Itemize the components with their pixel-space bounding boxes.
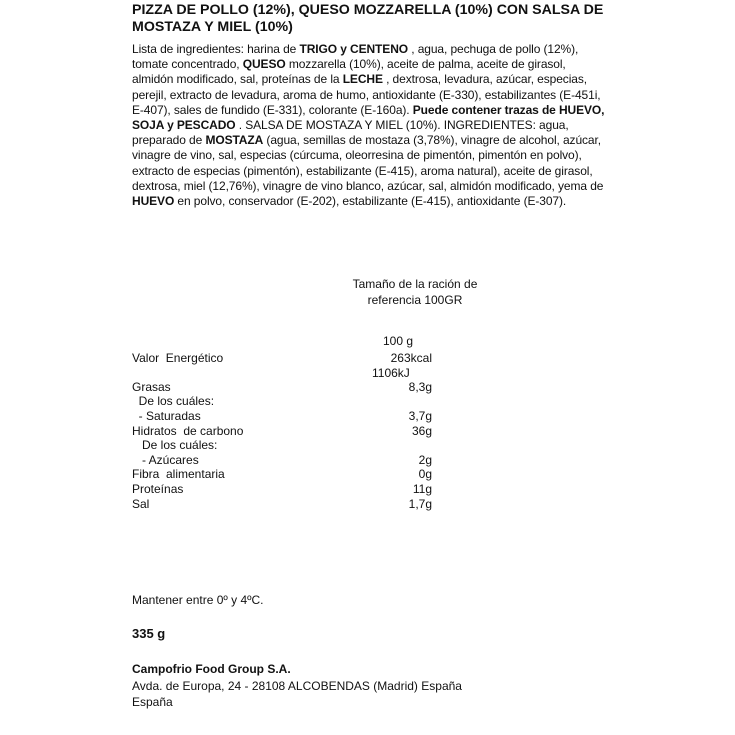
nutrient-value: 0g [418,467,432,481]
nutrient-value: 263kcal [390,351,432,365]
ingredient-text: en polvo, conservador (E-202), estabilizante (E-415), antioxidante (E-307). [174,194,567,209]
manufacturer-address: Avda. de Europa, 24 - 28108 ALCOBENDAS (Madrid) España [132,679,462,693]
allergen-text: MOSTAZA [205,133,264,148]
ingredient-text: , agua, pechuga de pollo (12%), tomate concentrado, [132,42,579,72]
nutrition-row [132,394,432,409]
product-label [120,0,615,735]
nutrient-label: Grasas [132,380,171,394]
nutrient-label: Hidratos de carbono [132,424,244,438]
ingredient-text: mozzarella (10%), aceite de palma, aceite de girasol, almidón modificado, sal, proteínas de la [132,57,566,87]
allergen-text: TRIGO y CENTENO [299,42,408,56]
allergen-text: Puede contener trazas de HUEVO, SOJA y PESCADO [132,102,605,133]
nutrient-label: - Saturadas [132,409,201,423]
nutrient-label: - Azúcares [132,453,199,467]
nutrient-value: 11g [412,482,432,496]
ingredient-text: Lista de ingredientes: harina de [132,42,300,56]
allergen-text: LECHE [342,72,383,87]
product-title: PIZZA DE POLLO (12%), QUESO MOZZARELLA (10%) CON SALSA DE MOSTAZA Y MIEL (10%) [132,2,604,35]
column-header: 100 g [383,334,414,348]
ingredient-text: . SALSA DE MOSTAZA Y MIEL (10%). INGREDIENTES: agua, preparado de [132,118,569,148]
storage-instructions: Mantener entre 0º y 4ºC. [132,593,264,607]
nutrition-row [132,453,432,468]
allergen-text: QUESO [242,57,286,72]
nutrient-value: 2g [418,453,432,467]
nutrient-value: 36g [411,424,432,438]
nutrient-label: Sal [132,497,150,511]
nutrient-value: 1,7g [408,497,432,511]
net-weight: 335 g [132,626,166,641]
nutrition-row [132,497,432,512]
nutrition-row [132,351,432,366]
nutrition-row [132,482,432,497]
nutrient-label: Valor Energético [132,351,224,365]
nutrient-label: Fibra alimentaria [132,467,225,481]
ingredient-text: (agua, semillas de mostaza (3,78%), vinagre de alcohol, azúcar, vinagre de vino, sal, especias (cúrcuma, oleorresina de pimentón, pimentón en polvo), extracto de especias (pimentón), estabilizante (E-415), aroma natural), aceite de girasol, dextrosa, miel (12,76%), vinagre de vino blanco, azúcar, sal, almidón modificado, yema de [132,133,604,193]
nutrition-row [132,467,432,482]
ingredients-list [132,42,610,209]
nutrient-value: 8,3g [408,380,432,394]
nutrient-value: 3,7g [408,409,432,423]
ingredient-text: , dextrosa, levadura, azúcar, especias, perejil, extracto de levadura, aroma de humo, antioxidante (E-330), estabilizantes (E-451i, E-407), sales de fundido (E-331), colorante (E-160a). [132,72,601,117]
nutrition-row [132,380,432,395]
nutrient-label: De los cuáles: [132,394,215,408]
nutrition-row [132,424,432,439]
manufacturer-name: Campofrio Food Group S.A. [132,662,291,676]
serving-size-label: Tamaño de la ración de referencia 100GR [352,277,478,307]
manufacturer-country: España [132,695,173,709]
allergen-text: HUEVO [132,194,175,209]
nutrition-row [132,438,432,453]
nutrient-label: Proteínas [132,482,184,496]
nutrient-label: De los cuáles: [132,438,218,452]
nutrition-row [132,409,432,424]
energy-kj-value: 1106kJ [372,366,410,380]
